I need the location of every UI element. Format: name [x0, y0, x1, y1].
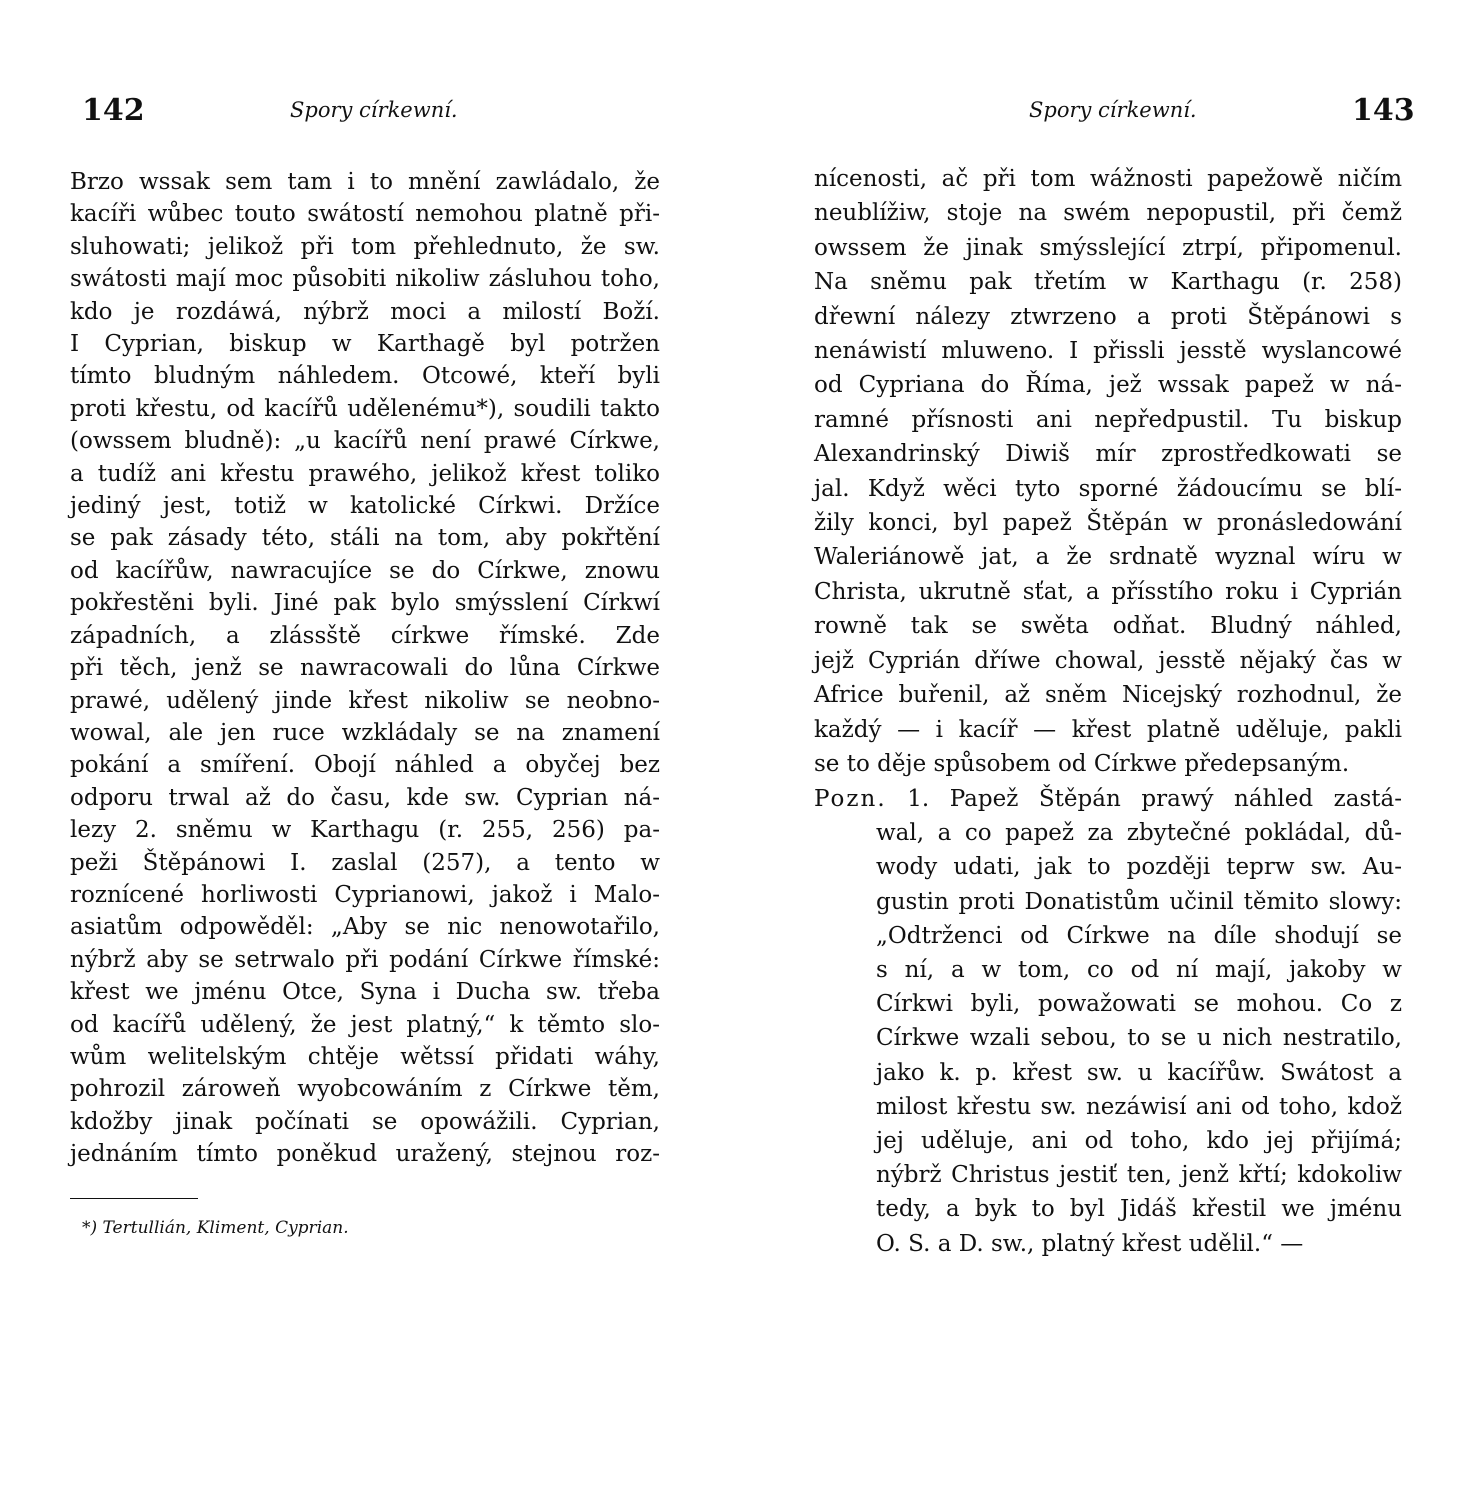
- text-line: se to děje spůsobem od Církwe předepsaným.: [814, 750, 1350, 777]
- text-line: Alexandrinský Diwiš mír zprostředkowati se: [814, 441, 1402, 468]
- note-line: milost křestu sw. nezáwisí ani od toho, kdož: [876, 1093, 1402, 1120]
- text-line: rowně tak se swěta odňat. Bludný náhled,: [814, 613, 1402, 640]
- note-line: s ní, a w tom, co od ní mají, jakoby w: [876, 957, 1402, 984]
- running-head: Spory církewní.: [1029, 98, 1197, 122]
- note-line: jako k. p. křest sw. u kacířůw. Swátost a: [876, 1059, 1402, 1086]
- note-line: jej uděluje, ani od toho, kdo jej přijímá;: [876, 1128, 1402, 1155]
- text-line: nenáwistí mluweno. I přissli jesstě wyslancowé: [814, 338, 1402, 365]
- text-line: jal. Když wěci tyto sporné žádoucímu se blí-: [814, 475, 1402, 502]
- text-line: kacíři wůbec touto swátostí nemohou platně při-: [70, 201, 660, 228]
- text-line: jediný jest, totiž w katolické Církwi. Držíce: [70, 493, 660, 520]
- text-line: pohrozil zároweň wyobcowáním z Církwe těm,: [70, 1076, 660, 1103]
- text-line: dřewní nálezy ztwrzeno a proti Štěpánowi s: [814, 303, 1402, 330]
- text-line: swátosti mají moc působiti nikoliw zásluhou toho,: [70, 266, 660, 293]
- text-line: při těch, jenž se nawracowali do lůna Církwe: [70, 655, 660, 682]
- text-line: kdo je rozdáwá, nýbrž moci a milostí Boží.: [70, 298, 660, 325]
- text-line: proti křestu, od kacířů udělenému*), soudili takto: [70, 395, 660, 422]
- text-line: tímto bludným náhledem. Otcowé, kteří byli: [70, 363, 660, 390]
- text-line: nýbrž aby se setrwalo při podání Církwe římské:: [70, 946, 660, 973]
- text-line: wowal, ale jen ruce wzkládaly se na znamení: [70, 719, 660, 746]
- text-line: lezy 2. sněmu w Karthagu (r. 255, 256) pa-: [70, 817, 660, 844]
- text-line: sluhowati; jelikož při tom přehlednuto, že sw.: [70, 233, 660, 260]
- text-line: jednáním tímto poněkud uražený, stejnou roz-: [70, 1141, 660, 1168]
- text-line: Brzo wssak sem tam i to mnění zawládalo, že: [70, 169, 660, 195]
- text-line: a tudíž ani křestu prawého, jelikož křest toliko: [70, 460, 660, 487]
- text-line: asiatům odpowěděl: „Aby se nic nenowotařilo,: [70, 914, 660, 941]
- note-line: O. S. a D. sw., platný křest udělil.“ —: [876, 1230, 1304, 1257]
- text-line: neublížiw, stoje na swém nepopustil, při čemž: [814, 200, 1402, 227]
- body-text: [814, 162, 1402, 781]
- text-line: jejž Cyprián dříwe chowal, jesstě nějaký čas w: [814, 647, 1402, 674]
- note-line: gustin proti Donatistům učinil těmito slowy:: [876, 888, 1402, 915]
- running-head: Spory církewní.: [290, 98, 458, 122]
- text-line: Christa, ukrutně sťat, a přísstího roku i Cyprián: [814, 578, 1402, 605]
- note-block: [814, 782, 1402, 1261]
- footnote-rule: [70, 1198, 198, 1199]
- text-line: pokání a smíření. Obojí náhled a obyčej bez: [70, 752, 660, 779]
- right-page: [740, 0, 1480, 1500]
- text-line: roznícené horliwosti Cyprianowi, jakož i Malo-: [70, 881, 660, 908]
- text-line: prawé, udělený jinde křest nikoliw se neobno-: [70, 687, 660, 714]
- text-line: owssem že jinak smýsslející ztrpí, připomenul.: [814, 234, 1402, 261]
- note-line: tedy, a byk to byl Jidáš křestil we jménu: [876, 1196, 1402, 1223]
- text-line: ramné přísnosti ani nepředpustil. Tu biskup: [814, 406, 1402, 433]
- text-line: od kacířů udělený, že jest platný,“ k těmto slo-: [70, 1011, 660, 1038]
- body-text: [70, 166, 660, 1171]
- note-line: „Odtrženci od Církwe na díle shodují se: [876, 922, 1402, 949]
- text-line: se pak zásady této, stáli na tom, aby pokřtění: [70, 525, 660, 552]
- note-line: Církwi byli, powažowati se mohou. Co z: [876, 991, 1402, 1018]
- text-line: žily konci, byl papež Štěpán w pronásledowání: [814, 510, 1402, 537]
- text-line: křest we jménu Otce, Syna i Ducha sw. třeba: [70, 979, 660, 1006]
- text-line: I Cyprian, biskup w Karthagě byl potržen: [70, 331, 660, 358]
- note-line: nýbrž Christus jestiť ten, jenž křtí; kdokoliw: [876, 1162, 1402, 1189]
- note-line: wody udati, jak to později teprw sw. Au-: [876, 854, 1402, 881]
- note-line: wal, a co papež za zbytečné pokládal, dů-: [876, 820, 1402, 847]
- note-first-line: [814, 782, 1402, 816]
- note-label: Pozn.: [814, 786, 887, 812]
- page-number: 143: [1352, 93, 1415, 128]
- text-line: peži Štěpánowi I. zaslal (257), a tento w: [70, 849, 660, 876]
- text-line: nícenosti, ač při tom wážnosti papežowě ničím: [814, 166, 1402, 192]
- note-text: 1. Papež Štěpán prawý náhled zastá-: [907, 786, 1402, 812]
- text-line: od kacířůw, nawracujíce se do Církwe, znowu: [70, 557, 660, 584]
- text-line: kdožby jinak počínati se opowážili. Cyprian,: [70, 1108, 660, 1135]
- text-line: (owssem bludně): „u kacířů není prawé Církwe,: [70, 428, 660, 455]
- text-line: odporu trwal až do času, kde sw. Cyprian ná-: [70, 784, 660, 811]
- text-line: pokřestěni byli. Jiné pak bylo smýsslení Církwí: [70, 590, 660, 617]
- text-line: každý — i kacíř — křest platně uděluje, pakli: [814, 716, 1402, 743]
- text-line: Waleriánowě jat, a že srdnatě wyznal wíru w: [814, 544, 1402, 571]
- text-line: Africe buřenil, až sněm Nicejský rozhodnul, že: [814, 682, 1402, 709]
- page-number: 142: [82, 93, 145, 128]
- footnote: *) Tertullián, Kliment, Cyprian.: [82, 1218, 349, 1238]
- text-line: Na sněmu pak třetím w Karthagu (r. 258): [814, 269, 1402, 296]
- text-line: wům welitelským chtěje wětssí přidati wáhy,: [70, 1043, 660, 1070]
- text-line: od Cypriana do Říma, jež wssak papež w ná-: [814, 372, 1402, 399]
- note-line: Církwe wzali sebou, to se u nich nestratilo,: [876, 1025, 1402, 1052]
- text-line: západních, a zlássště církwe římské. Zde: [70, 622, 660, 649]
